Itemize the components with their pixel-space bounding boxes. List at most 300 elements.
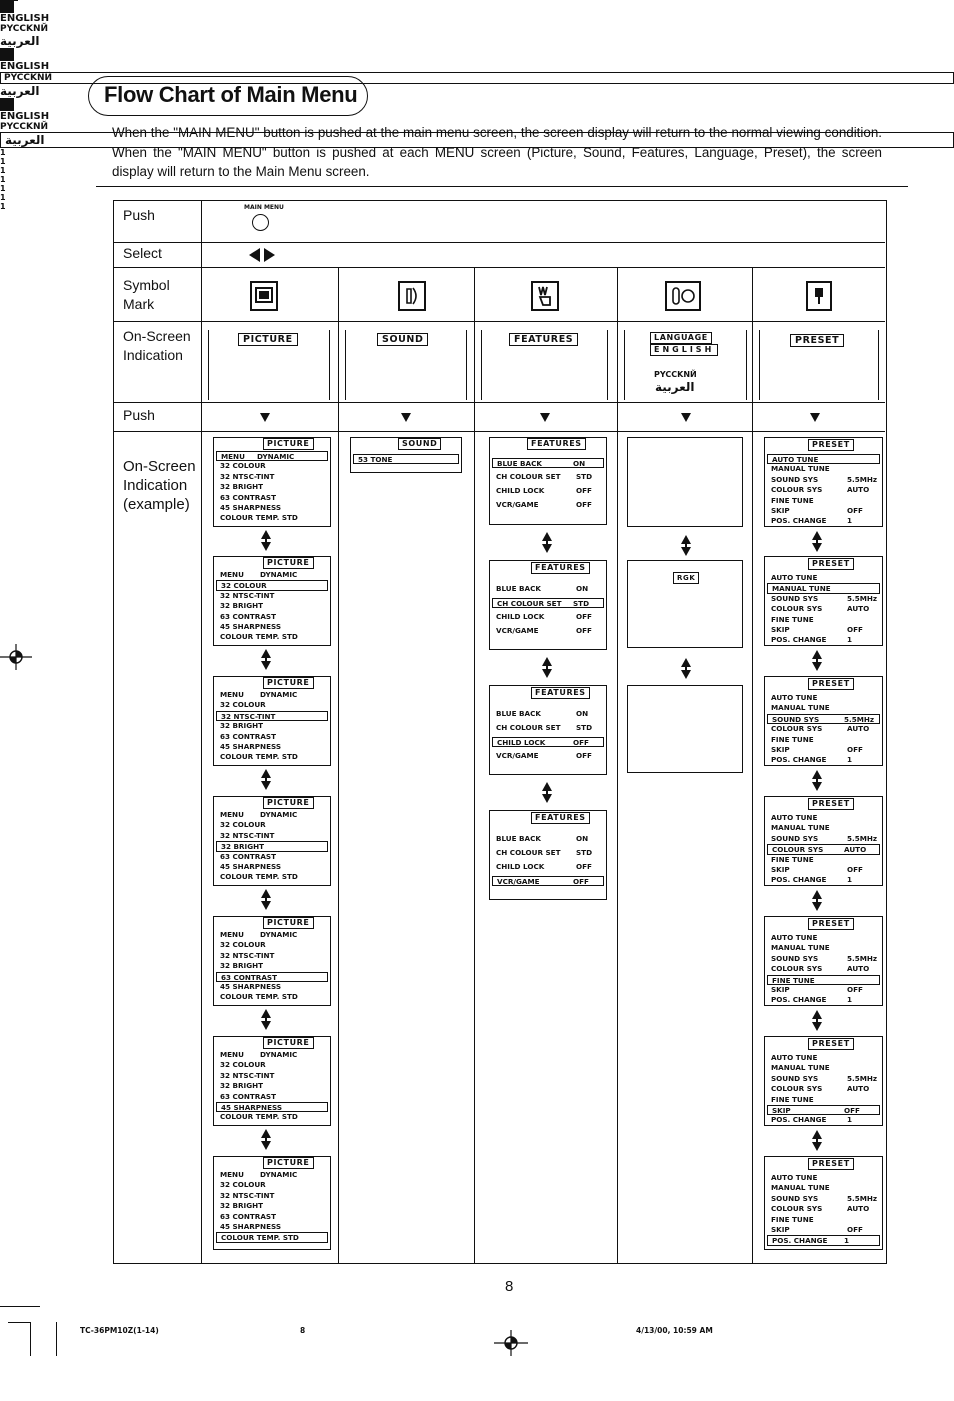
sound-tag: SOUND bbox=[377, 333, 428, 346]
row-label: 32 NTSC-TINT bbox=[220, 471, 275, 481]
row-label: BLUE BACK bbox=[497, 459, 542, 468]
row-value: 5.5MHz bbox=[847, 474, 878, 484]
row-label: MENU bbox=[220, 1170, 244, 1179]
picture-menu-row bbox=[220, 810, 324, 820]
arrow-part bbox=[261, 542, 271, 551]
features-menu-row bbox=[496, 834, 600, 844]
preset-menu-row bbox=[771, 724, 876, 734]
preset-menu-row bbox=[771, 1204, 876, 1214]
picture-menu-row bbox=[220, 940, 324, 950]
row-label: COLOUR TEMP. STD bbox=[220, 513, 298, 523]
row-label: FINE TUNE bbox=[771, 614, 814, 624]
row-value: AUTO bbox=[847, 1084, 870, 1094]
row-value: 1 bbox=[847, 635, 853, 645]
row-label: 32 BRIGHT bbox=[220, 961, 264, 971]
picture-osd-screen bbox=[213, 1036, 331, 1126]
russian-option: PYCCKNЙ bbox=[0, 72, 954, 84]
row-label: SOUND SYS bbox=[772, 714, 820, 724]
row-label: AUTO TUNE bbox=[771, 1173, 818, 1182]
preset-menu-row bbox=[771, 985, 876, 995]
preset-menu-row bbox=[771, 1074, 876, 1084]
preset-menu-row bbox=[771, 693, 876, 703]
row-label: AUTO TUNE bbox=[771, 573, 818, 582]
row-value: OFF bbox=[847, 625, 863, 634]
preset-menu-row bbox=[771, 834, 876, 844]
preset-menu-row bbox=[771, 635, 876, 645]
picture-menu-row bbox=[220, 992, 324, 1002]
row-label: SKIP bbox=[771, 625, 790, 634]
row-value: STD bbox=[573, 599, 590, 608]
preset-menu-row bbox=[771, 1215, 876, 1225]
arrow-part bbox=[681, 547, 691, 556]
row-line bbox=[113, 431, 885, 432]
russian-option: PYCCKNЙ bbox=[0, 122, 49, 132]
preset-menu-row bbox=[771, 1053, 876, 1063]
features-osd-screen bbox=[489, 437, 607, 525]
preset-osd-tag: PRESET bbox=[808, 558, 854, 570]
picture-osd-screen bbox=[213, 1156, 331, 1250]
preset-osd-tag: PRESET bbox=[808, 1038, 854, 1050]
features-menu-row bbox=[492, 737, 604, 747]
row-value: OFF bbox=[576, 486, 592, 495]
row-label: AUTO TUNE bbox=[771, 693, 818, 702]
row-label: 32 COLOUR bbox=[221, 581, 267, 591]
row-label: SKIP bbox=[771, 745, 790, 754]
row-label: 32 BRIGHT bbox=[221, 842, 265, 852]
features-menu-row bbox=[496, 472, 600, 482]
arrow-part bbox=[542, 544, 552, 553]
arrow-part bbox=[261, 901, 271, 910]
row-value: STD bbox=[576, 848, 593, 857]
picture-osd-tag: PICTURE bbox=[263, 557, 314, 569]
picture-menu-row bbox=[216, 841, 328, 851]
preset-menu-row bbox=[771, 1225, 876, 1235]
row-label: CH COLOUR SET bbox=[496, 723, 561, 732]
up-down-arrow-icon bbox=[260, 649, 272, 673]
features-menu-row bbox=[496, 612, 600, 622]
main-menu-button-icon[interactable] bbox=[252, 214, 269, 231]
arrow-part bbox=[812, 1022, 822, 1031]
row-value: DYNAMIC bbox=[260, 690, 298, 699]
row-label: BLUE BACK bbox=[496, 834, 541, 843]
row-value: 1 bbox=[847, 875, 853, 885]
picture-menu-row bbox=[220, 461, 324, 471]
push-arrow-icon bbox=[401, 413, 411, 422]
picture-menu-row bbox=[220, 493, 324, 503]
picture-menu-row bbox=[220, 1050, 324, 1060]
features-menu-row bbox=[496, 500, 600, 510]
picture-menu-row bbox=[216, 972, 328, 982]
row-label: FINE TUNE bbox=[771, 734, 814, 744]
row-label: FINE TUNE bbox=[771, 1094, 814, 1104]
row-label: 32 BRIGHT bbox=[220, 482, 264, 492]
features-menu-row bbox=[496, 626, 600, 636]
preset-menu-row bbox=[771, 573, 876, 583]
features-menu-row bbox=[496, 723, 600, 733]
row-label: 32 NTSC-TINT bbox=[220, 950, 275, 960]
preset-osd-tag: PRESET bbox=[808, 678, 854, 690]
preset-osd-tag: PRESET bbox=[808, 439, 854, 451]
picture-menu-row bbox=[220, 690, 324, 700]
english-option: ENGLISH bbox=[0, 13, 50, 24]
row-value: AUTO bbox=[847, 964, 870, 974]
preset-icon bbox=[806, 281, 832, 311]
page-number: 8 bbox=[505, 1278, 514, 1295]
row-label: MENU bbox=[220, 570, 244, 579]
features-menu-row bbox=[496, 584, 600, 594]
picture-osd-screen bbox=[213, 916, 331, 1006]
row-label: COLOUR TEMP. STD bbox=[220, 1112, 298, 1122]
preset-menu-row bbox=[771, 516, 876, 526]
row-label: BLUE BACK bbox=[496, 709, 541, 718]
preset-menu-row bbox=[771, 703, 876, 713]
picture-menu-row bbox=[220, 1191, 324, 1201]
row-label: 45 SHARPNESS bbox=[220, 503, 282, 512]
features-osd-tag: FEATURES bbox=[531, 562, 590, 574]
picture-osd-tag: PICTURE bbox=[263, 917, 314, 929]
row-label: COLOUR SYS bbox=[771, 964, 823, 974]
picture-menu-row bbox=[220, 1092, 324, 1102]
row-label-symbol: Symbol Mark bbox=[123, 277, 170, 312]
picture-osd-screen bbox=[213, 556, 331, 646]
page-title: Flow Chart of Main Menu bbox=[104, 82, 358, 107]
row-value: OFF bbox=[847, 865, 863, 874]
language-symbol-icon bbox=[0, 98, 14, 111]
row-value: DYNAMIC bbox=[260, 810, 298, 819]
picture-menu-row bbox=[220, 752, 324, 762]
picture-menu-row bbox=[220, 930, 324, 940]
row-label: 32 BRIGHT bbox=[220, 1201, 264, 1211]
row-label: 32 NTSC-TINT bbox=[220, 1190, 275, 1200]
row-label: POS. CHANGE bbox=[771, 1115, 827, 1125]
preset-number: 1 bbox=[0, 166, 6, 175]
features-menu-row bbox=[496, 848, 600, 858]
row-value: 5.5MHz bbox=[847, 593, 878, 603]
preset-menu-row bbox=[771, 615, 876, 625]
col-line bbox=[474, 267, 475, 1263]
preset-number: 1 bbox=[0, 148, 6, 157]
row-value: 5.5MHz bbox=[844, 714, 875, 724]
picture-menu-row bbox=[220, 951, 324, 961]
arrow-part bbox=[812, 902, 822, 911]
preset-menu-row bbox=[771, 506, 876, 516]
row-label: SKIP bbox=[771, 865, 790, 874]
row-value: DYNAMIC bbox=[260, 570, 298, 579]
preset-menu-row bbox=[771, 1183, 876, 1193]
preset-tag: PRESET bbox=[790, 334, 844, 347]
row-label: VCR/GAME bbox=[496, 751, 539, 760]
right-arrow-icon[interactable] bbox=[264, 248, 275, 262]
row-value: 1 bbox=[847, 1115, 853, 1125]
preset-number: 1 bbox=[0, 184, 6, 193]
row-label: CHILD LOCK bbox=[496, 486, 545, 495]
row-label: VCR/GAME bbox=[497, 877, 540, 886]
picture-menu-row bbox=[220, 632, 324, 642]
features-icon bbox=[531, 281, 559, 311]
row-label: MANUAL TUNE bbox=[771, 703, 830, 713]
preset-menu-row bbox=[771, 954, 876, 964]
row-value: OFF bbox=[573, 877, 589, 886]
row-label: MANUAL TUNE bbox=[771, 464, 830, 474]
picture-menu-row bbox=[220, 831, 324, 841]
preset-menu-row bbox=[767, 975, 880, 985]
row-label: 53 TONE bbox=[358, 455, 393, 464]
preset-menu-row bbox=[771, 755, 876, 765]
russian-option: PYCCKNЙ bbox=[654, 370, 697, 379]
row-label: COLOUR SYS bbox=[771, 1204, 823, 1214]
preset-osd-screen bbox=[764, 1156, 883, 1250]
row-label: COLOUR SYS bbox=[771, 485, 823, 495]
row-label-select: Select bbox=[123, 245, 162, 261]
row-label: 45 SHARPNESS bbox=[221, 1103, 283, 1112]
picture-osd-screen bbox=[213, 796, 331, 886]
row-value: AUTO bbox=[847, 724, 870, 734]
picture-menu-row bbox=[220, 1180, 324, 1190]
picture-menu-row bbox=[220, 742, 324, 752]
footer-mid: 8 bbox=[300, 1326, 306, 1335]
col-line bbox=[617, 267, 618, 1263]
features-osd-tag: FEATURES bbox=[531, 812, 590, 824]
preset-menu-row bbox=[771, 464, 876, 474]
picture-osd-tag: PICTURE bbox=[263, 1037, 314, 1049]
row-label: FINE TUNE bbox=[771, 1214, 814, 1224]
arrow-part bbox=[542, 669, 552, 678]
push-arrow-icon bbox=[681, 413, 691, 422]
picture-menu-row bbox=[220, 472, 324, 482]
picture-menu-row bbox=[220, 591, 324, 601]
preset-menu-row bbox=[771, 745, 876, 755]
row-value: ON bbox=[573, 459, 586, 468]
arrow-part bbox=[261, 1021, 271, 1030]
features-menu-row bbox=[492, 876, 604, 886]
preset-menu-row bbox=[771, 475, 876, 485]
crop-mark bbox=[0, 1306, 40, 1307]
row-label: 32 BRIGHT bbox=[220, 721, 264, 731]
up-down-arrow-icon bbox=[811, 1010, 823, 1034]
row-label: MANUAL TUNE bbox=[771, 1063, 830, 1073]
preset-osd-tag: PRESET bbox=[808, 1158, 854, 1170]
row-label: MANUAL TUNE bbox=[771, 1183, 830, 1193]
row-value: 5.5MHz bbox=[847, 1193, 878, 1203]
row-value: 1 bbox=[844, 1236, 850, 1246]
row-value: 5.5MHz bbox=[847, 833, 878, 843]
left-arrow-icon[interactable] bbox=[249, 248, 260, 262]
language-icon bbox=[665, 281, 701, 311]
preset-menu-row bbox=[771, 823, 876, 833]
language-osd-screen bbox=[627, 437, 743, 527]
picture-osd-tag: PICTURE bbox=[263, 797, 314, 809]
crop-mark bbox=[8, 1322, 30, 1323]
features-osd-tag: FEATURES bbox=[531, 687, 590, 699]
row-label: 32 COLOUR bbox=[220, 1060, 266, 1070]
arrow-part bbox=[812, 1142, 822, 1151]
arabic-option: العربية bbox=[0, 34, 40, 48]
row-label: CHILD LOCK bbox=[497, 738, 546, 747]
picture-osd-tag: PICTURE bbox=[263, 438, 314, 450]
row-label: 63 CONTRAST bbox=[220, 851, 276, 861]
row-value: AUTO bbox=[847, 1204, 870, 1214]
row-label: MENU bbox=[220, 690, 244, 699]
up-down-arrow-icon bbox=[811, 890, 823, 914]
row-label: COLOUR TEMP. STD bbox=[220, 872, 298, 882]
arabic-option: العربية bbox=[0, 84, 40, 98]
picture-menu-row bbox=[220, 982, 324, 992]
row-line bbox=[113, 267, 885, 268]
registration-mark-icon bbox=[494, 1330, 528, 1356]
divider bbox=[96, 186, 908, 187]
row-label: POS. CHANGE bbox=[771, 875, 827, 885]
row-value: ON bbox=[576, 709, 589, 718]
preset-menu-row bbox=[771, 1173, 876, 1183]
row-label: AUTO TUNE bbox=[772, 455, 819, 464]
row-label: 32 COLOUR bbox=[220, 700, 266, 710]
picture-menu-row bbox=[220, 601, 324, 611]
row-value: DYNAMIC bbox=[260, 1050, 298, 1059]
row-label: COLOUR TEMP. STD bbox=[220, 632, 298, 642]
up-down-arrow-icon bbox=[811, 1130, 823, 1154]
picture-menu-row bbox=[220, 1071, 324, 1081]
row-label: 63 CONTRAST bbox=[221, 972, 277, 982]
rgk-tag: RGK bbox=[673, 572, 699, 584]
up-down-arrow-icon bbox=[811, 650, 823, 674]
row-label: 63 CONTRAST bbox=[220, 1091, 276, 1101]
footer-right: 4/13/00, 10:59 AM bbox=[636, 1326, 713, 1335]
picture-menu-row bbox=[220, 570, 324, 580]
arrow-part bbox=[261, 781, 271, 790]
preset-number: 1 bbox=[0, 202, 6, 211]
language-osd-screen bbox=[627, 685, 743, 773]
language-symbol-icon bbox=[0, 0, 14, 13]
preset-osd-tag: PRESET bbox=[808, 798, 854, 810]
row-label: COLOUR TEMP. STD bbox=[221, 1233, 299, 1243]
row-value: OFF bbox=[847, 985, 863, 994]
row-value: 1 bbox=[847, 995, 853, 1005]
picture-menu-row bbox=[220, 612, 324, 622]
row-label: 45 SHARPNESS bbox=[220, 742, 282, 751]
preset-menu-row bbox=[767, 844, 880, 854]
row-value: OFF bbox=[576, 500, 592, 509]
row-label: 32 COLOUR bbox=[220, 820, 266, 830]
row-label-onscreen-example: On-Screen Indication (example) bbox=[123, 458, 196, 513]
footer-left: TC-36PM10Z(1-14) bbox=[80, 1326, 159, 1335]
row-label: 32 NTSC-TINT bbox=[220, 590, 275, 600]
arrow-part bbox=[812, 543, 822, 552]
row-label-push2: Push bbox=[123, 407, 155, 423]
preset-menu-row bbox=[771, 1194, 876, 1204]
sound-icon bbox=[398, 281, 426, 311]
crop-mark bbox=[0, 0, 18, 1]
preset-menu-row bbox=[771, 943, 876, 953]
preset-menu-row bbox=[767, 1105, 880, 1115]
row-value: OFF bbox=[847, 1225, 863, 1234]
row-label: POS. CHANGE bbox=[771, 516, 827, 526]
row-label: 63 CONTRAST bbox=[220, 1211, 276, 1221]
preset-menu-row bbox=[771, 1063, 876, 1073]
col-line bbox=[338, 267, 339, 1263]
row-value: AUTO bbox=[844, 845, 867, 855]
row-value: AUTO bbox=[847, 485, 870, 495]
row-label: 32 COLOUR bbox=[220, 461, 266, 471]
up-down-arrow-icon bbox=[541, 657, 553, 681]
picture-menu-row bbox=[220, 862, 324, 872]
preset-number: 1 bbox=[0, 193, 6, 202]
row-value: DYNAMIC bbox=[260, 1170, 298, 1179]
row-label: FINE TUNE bbox=[772, 975, 815, 985]
row-label: AUTO TUNE bbox=[771, 813, 818, 822]
row-value: OFF bbox=[576, 751, 592, 760]
push-arrow-icon bbox=[540, 413, 550, 422]
sound-menu-row bbox=[353, 454, 459, 464]
row-label: AUTO TUNE bbox=[771, 1053, 818, 1062]
picture-menu-row bbox=[220, 1201, 324, 1211]
row-label: BLUE BACK bbox=[496, 584, 541, 593]
row-value: STD bbox=[576, 472, 593, 481]
preset-menu-row bbox=[767, 714, 880, 724]
features-menu-row bbox=[492, 598, 604, 608]
row-label: MANUAL TUNE bbox=[771, 943, 830, 953]
row-label: 63 CONTRAST bbox=[220, 611, 276, 621]
row-label: POS. CHANGE bbox=[771, 755, 827, 765]
row-value: OFF bbox=[576, 862, 592, 871]
picture-menu-row bbox=[220, 852, 324, 862]
arrow-part bbox=[812, 662, 822, 671]
up-down-arrow-icon bbox=[811, 770, 823, 794]
features-menu-row bbox=[496, 862, 600, 872]
picture-menu-row bbox=[216, 1102, 328, 1112]
features-tag: FEATURES bbox=[509, 333, 578, 346]
row-value: ON bbox=[576, 584, 589, 593]
crop-mark bbox=[30, 1322, 31, 1356]
arrow-part bbox=[681, 670, 691, 679]
preset-osd-tag: PRESET bbox=[808, 918, 854, 930]
picture-menu-row bbox=[220, 700, 324, 710]
row-label: CH COLOUR SET bbox=[496, 472, 561, 481]
col-line bbox=[752, 267, 753, 1263]
preset-menu-row bbox=[771, 875, 876, 885]
row-label: SOUND SYS bbox=[771, 474, 819, 484]
row-value: 1 bbox=[847, 516, 853, 526]
row-label: SKIP bbox=[772, 1106, 791, 1115]
row-label: MANUAL TUNE bbox=[771, 823, 830, 833]
picture-osd-tag: PICTURE bbox=[263, 1157, 314, 1169]
up-down-arrow-icon bbox=[260, 1129, 272, 1153]
row-label: COLOUR TEMP. STD bbox=[220, 752, 298, 762]
picture-tag: PICTURE bbox=[238, 333, 298, 346]
label-column-divider bbox=[201, 200, 202, 1263]
row-label: POS. CHANGE bbox=[772, 1236, 828, 1246]
features-menu-row bbox=[496, 709, 600, 719]
up-down-arrow-icon bbox=[260, 1009, 272, 1033]
row-label: 63 CONTRAST bbox=[220, 731, 276, 741]
picture-menu-row bbox=[220, 622, 324, 632]
arrow-part bbox=[261, 1141, 271, 1150]
up-down-arrow-icon bbox=[541, 532, 553, 556]
preset-menu-row bbox=[771, 485, 876, 495]
preset-menu-row bbox=[771, 865, 876, 875]
row-label: COLOUR SYS bbox=[772, 845, 824, 855]
row-value: OFF bbox=[573, 738, 589, 747]
row-label-push: Push bbox=[123, 207, 155, 223]
row-label: SKIP bbox=[771, 1225, 790, 1234]
english-tag: ENGLISH bbox=[650, 344, 718, 356]
picture-menu-row bbox=[220, 721, 324, 731]
up-down-arrow-icon bbox=[680, 658, 692, 682]
row-label: CHILD LOCK bbox=[496, 612, 545, 621]
row-label: FINE TUNE bbox=[771, 495, 814, 505]
picture-menu-row bbox=[216, 1232, 328, 1242]
row-line bbox=[113, 321, 885, 322]
row-value: OFF bbox=[847, 506, 863, 515]
